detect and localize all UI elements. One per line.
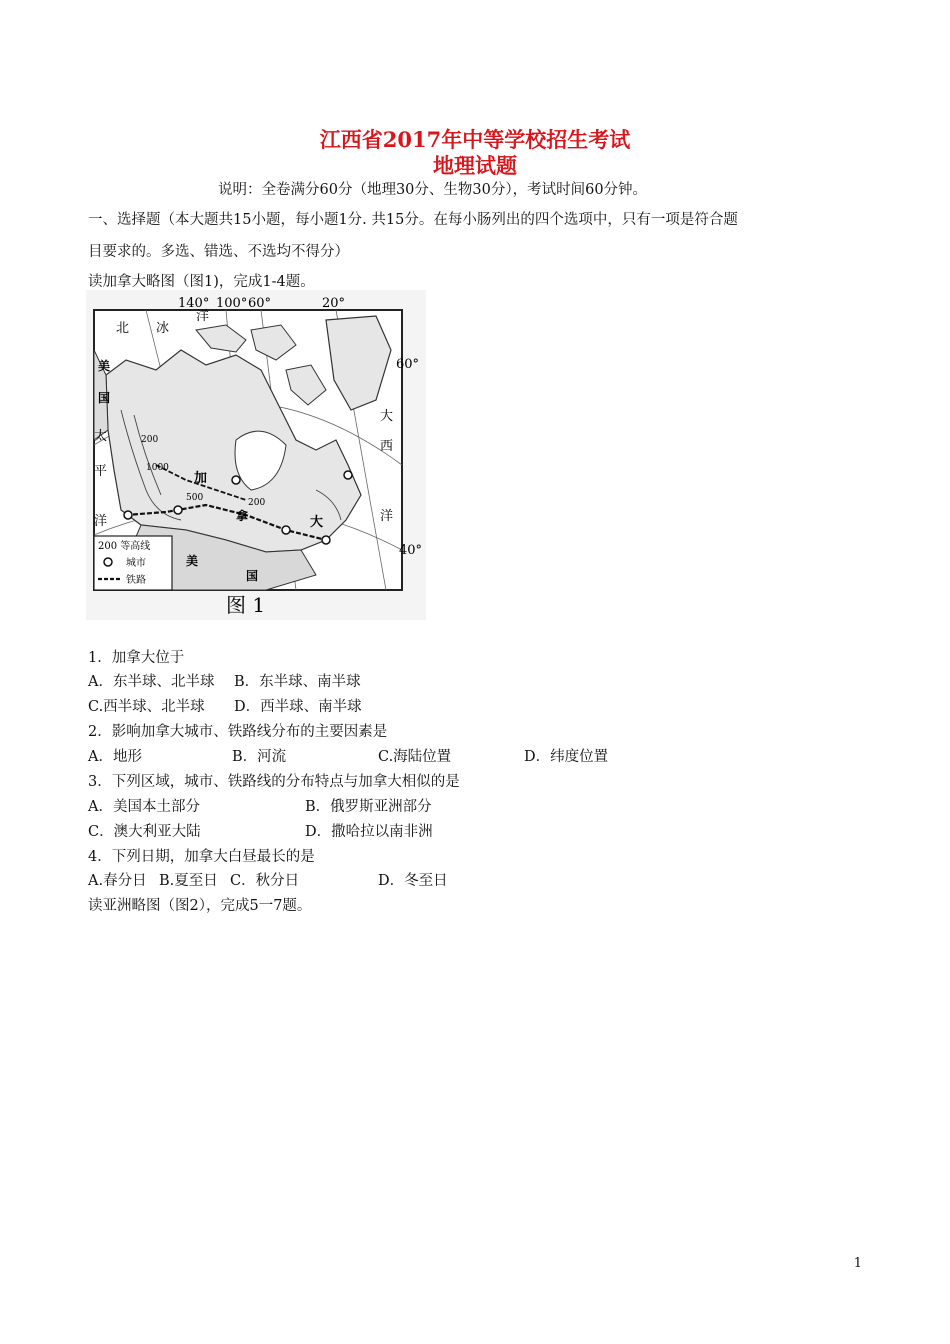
question-3-stem: 3．下列区域，城市、铁路线的分布特点与加拿大相似的是 bbox=[88, 774, 460, 790]
q2-option-b: B．河流 bbox=[232, 749, 287, 765]
place-label: 冰 bbox=[156, 321, 170, 336]
q1-option-d: D．西半球、南半球 bbox=[234, 699, 362, 715]
contour-label: 1000 bbox=[146, 463, 169, 473]
place-label: 太 bbox=[94, 429, 108, 444]
city-marker bbox=[344, 471, 352, 479]
q1-option-b: B．东半球、南半球 bbox=[234, 674, 361, 690]
question-2-stem: 2．影响加拿大城市、铁路线分布的主要因素是 bbox=[88, 724, 388, 740]
place-label: 美 bbox=[186, 554, 199, 568]
q1-option-c: C.西半球、北半球 bbox=[88, 699, 205, 715]
city-marker bbox=[124, 511, 132, 519]
place-label: 拿 bbox=[236, 509, 249, 523]
place-label: 加 bbox=[194, 471, 208, 486]
city-marker bbox=[232, 476, 240, 484]
map2-intro: 读亚洲略图（图2），完成5一7题。 bbox=[88, 898, 312, 914]
legend-contour: 200 等高线 bbox=[98, 541, 151, 552]
q3-option-a: A．美国本土部分 bbox=[88, 799, 200, 815]
place-label: 大 bbox=[310, 515, 324, 530]
place-label: 国 bbox=[246, 569, 259, 583]
place-label: 洋 bbox=[94, 514, 108, 529]
exam-note: 说明：全卷满分60分（地理30分、生物30分），考试时间60分钟。 bbox=[218, 182, 648, 198]
q2-option-a: A．地形 bbox=[88, 749, 142, 765]
lat-label: 40° bbox=[399, 543, 423, 558]
q2-option-d: D．纬度位置 bbox=[524, 749, 609, 765]
place-label: 西 bbox=[380, 439, 394, 454]
contour-label: 200 bbox=[141, 435, 159, 445]
q2-option-c: C.海陆位置 bbox=[378, 749, 452, 765]
contour-label: 500 bbox=[186, 493, 204, 503]
place-label: 大 bbox=[380, 409, 394, 424]
map-intro: 读加拿大略图（图1)，完成1-4题。 bbox=[88, 274, 315, 290]
place-label: 平 bbox=[94, 464, 108, 479]
city-marker bbox=[322, 536, 330, 544]
section-heading-line2: 目要求的。多选、错选、不选均不得分） bbox=[88, 244, 349, 260]
question-4-stem: 4．下列日期，加拿大白昼最长的是 bbox=[88, 849, 315, 865]
q4-option-c: C．秋分日 bbox=[230, 873, 300, 889]
q4-option-b: B.夏至日 bbox=[159, 873, 218, 889]
exam-subtitle: 地理试题 bbox=[433, 153, 517, 178]
q4-option-a: A.春分日 bbox=[88, 873, 147, 889]
place-label: 洋 bbox=[196, 309, 210, 324]
q3-option-b: B．俄罗斯亚洲部分 bbox=[305, 799, 432, 815]
canada-map-figure bbox=[86, 290, 426, 620]
lon-label: 140° bbox=[178, 296, 210, 311]
city-marker bbox=[282, 526, 290, 534]
legend-railway: 铁路 bbox=[126, 575, 146, 586]
lon-label: 100° bbox=[216, 296, 248, 311]
q3-option-d: D．撒哈拉以南非洲 bbox=[305, 824, 433, 840]
section-heading-line1: 一、选择题（本大题共15小题，每小题1分. 共15分。在每小肠列出的四个选项中，只有一项是符合题 bbox=[88, 212, 738, 228]
q4-option-d: D．冬至日 bbox=[378, 873, 448, 889]
lat-label: 60° bbox=[396, 357, 420, 372]
exam-title: 江西省2017年中等学校招生考试 bbox=[319, 127, 631, 152]
canada-map bbox=[86, 290, 426, 620]
place-label: 美 bbox=[98, 359, 111, 373]
map-caption: 图 1 bbox=[226, 593, 266, 617]
city-marker bbox=[174, 506, 182, 514]
page-number: 1 bbox=[853, 1256, 862, 1271]
question-1-stem: 1．加拿大位于 bbox=[88, 650, 185, 666]
lon-label: 60° bbox=[248, 296, 272, 311]
q1-option-a: A．东半球、北半球 bbox=[88, 674, 215, 690]
contour-label: 200 bbox=[248, 498, 266, 508]
lon-label: 20° bbox=[322, 296, 346, 311]
place-label: 北 bbox=[116, 321, 130, 336]
map-legend bbox=[94, 536, 172, 590]
q3-option-c: C．澳大利亚大陆 bbox=[88, 824, 201, 840]
legend-city: 城市 bbox=[126, 558, 146, 569]
place-label: 洋 bbox=[380, 509, 394, 524]
legend-city-icon bbox=[104, 558, 112, 566]
place-label: 国 bbox=[98, 391, 111, 405]
